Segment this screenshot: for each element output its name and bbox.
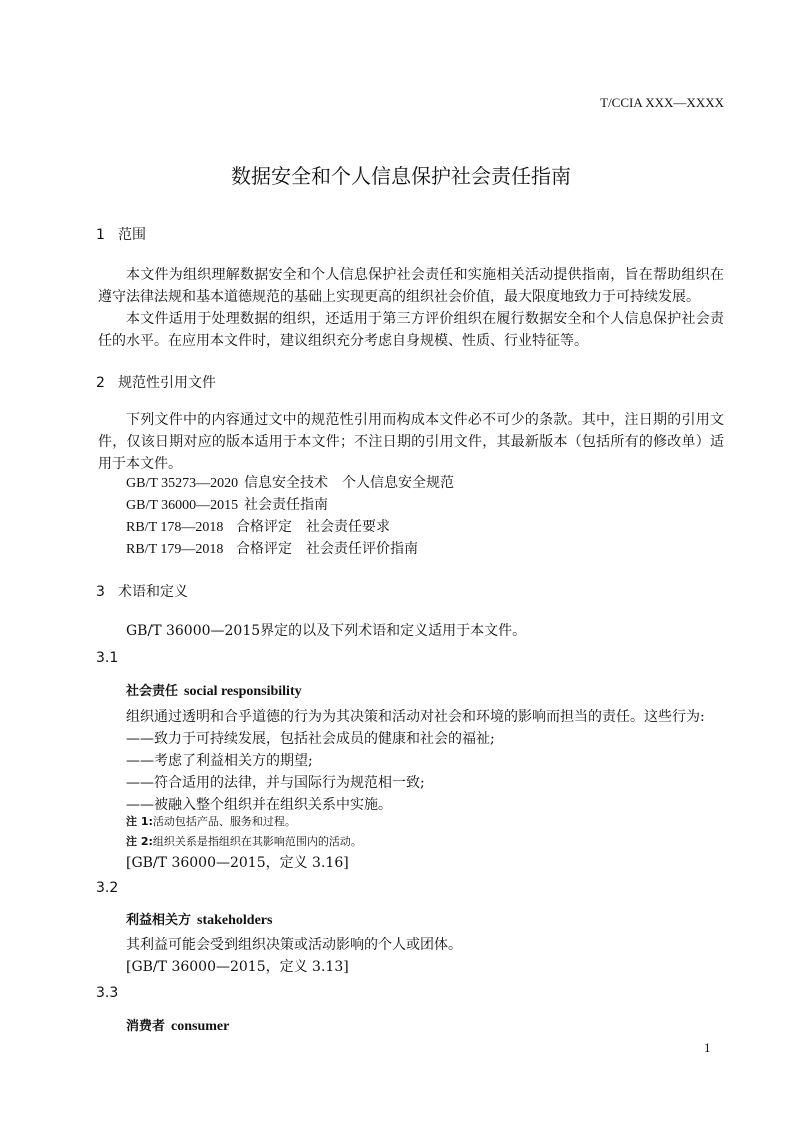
term-list-item: ——符合适用的法律，并与国际行为规范相一致;	[126, 775, 425, 791]
terms-intro: GB/T 36000—2015界定的以及下列术语和定义适用于本文件。	[126, 623, 527, 639]
reference-title: 合格评定 社会责任评价指南	[236, 541, 418, 557]
scope-paragraph-1: 本文件为组织理解数据安全和个人信息保护社会责任和实施相关活动提供指南，旨在帮助组织在遵守法律法规和基本道德规范的基础上实现更高的组织社会价值，最大限度地致力于可持续发展。	[98, 267, 724, 305]
term-number: 3.1	[96, 650, 119, 666]
document-title: 数据安全和个人信息保护社会责任指南	[231, 164, 571, 188]
term-en: stakeholders	[197, 913, 273, 928]
reference-title: 信息安全技术 个人信息安全规范	[244, 475, 454, 491]
normative-references-paragraph: 下列文件中的内容通过文中的规范性引用而构成本文件必不可少的条款。其中，注日期的引用文件，仅该日期对应的版本适用于本文件；不注日期的引用文件，其最新版本（包括所有的修改单）适用于本文件。	[98, 412, 724, 472]
term-list-item: ——考虑了利益相关方的期望;	[126, 753, 313, 769]
section-3-heading	[96, 581, 188, 601]
term-zh: 社会责任	[126, 684, 179, 699]
term-definition: 组织通过透明和合乎道德的行为为其决策和活动对社会和环境的影响而担当的责任。这些行为:	[126, 709, 705, 725]
section-number: 2	[96, 375, 105, 391]
note-label: 注 1:	[126, 815, 153, 828]
term-source: [GB/T 36000—2015，定义 3.13]	[126, 959, 349, 975]
term-heading	[126, 1015, 229, 1035]
term-heading	[126, 680, 302, 700]
term-zh: 消费者	[126, 1019, 166, 1034]
section-number: 1	[96, 227, 105, 243]
term-list-item: ——致力于可持续发展，包括社会成员的健康和社会的福祉;	[126, 731, 495, 747]
note-text: 组织关系是指组织在其影响范围内的活动。	[152, 835, 362, 848]
note-label: 注 2:	[126, 835, 153, 848]
section-1-heading	[96, 224, 146, 244]
term-number: 3.2	[96, 880, 119, 896]
term-heading	[126, 909, 272, 929]
reference-code: RB/T 178—2018	[126, 520, 224, 535]
page-number: 1	[704, 1040, 711, 1055]
reference-item	[126, 472, 454, 495]
term-en: consumer	[171, 1019, 230, 1034]
reference-title: 合格评定 社会责任要求	[236, 519, 390, 535]
term-en: social responsibility	[184, 684, 302, 699]
reference-title: 社会责任指南	[244, 497, 328, 513]
reference-code: RB/T 179—2018	[126, 542, 224, 557]
reference-code: GB/T 35273—2020	[126, 476, 239, 491]
section-2-heading	[96, 372, 216, 392]
section-number: 3	[96, 584, 105, 600]
term-note	[126, 813, 296, 829]
term-note	[126, 833, 362, 849]
term-definition: 其利益可能会受到组织决策或活动影响的个人或团体。	[126, 937, 462, 953]
document-number: T/CCIA XXX—XXXX	[600, 95, 724, 110]
reference-item	[126, 538, 418, 561]
scope-paragraph-2: 本文件适用于处理数据的组织，还适用于第三方评价组织在履行数据安全和个人信息保护社会责任的水平。在应用本文件时，建议组织充分考虑自身规模、性质、行业特征等。	[98, 311, 724, 349]
section-title: 规范性引用文件	[118, 375, 216, 391]
section-title: 术语和定义	[118, 584, 188, 600]
term-source: [GB/T 36000—2015，定义 3.16]	[126, 855, 349, 871]
reference-code: GB/T 36000—2015	[126, 498, 239, 513]
term-zh: 利益相关方	[126, 913, 192, 928]
section-title: 范围	[118, 227, 146, 243]
note-text: 活动包括产品、服务和过程。	[152, 815, 296, 828]
reference-item	[126, 494, 328, 517]
reference-item	[126, 516, 390, 539]
term-number: 3.3	[96, 985, 119, 1001]
term-list-item: ——被融入整个组织并在组织关系中实施。	[126, 797, 392, 813]
